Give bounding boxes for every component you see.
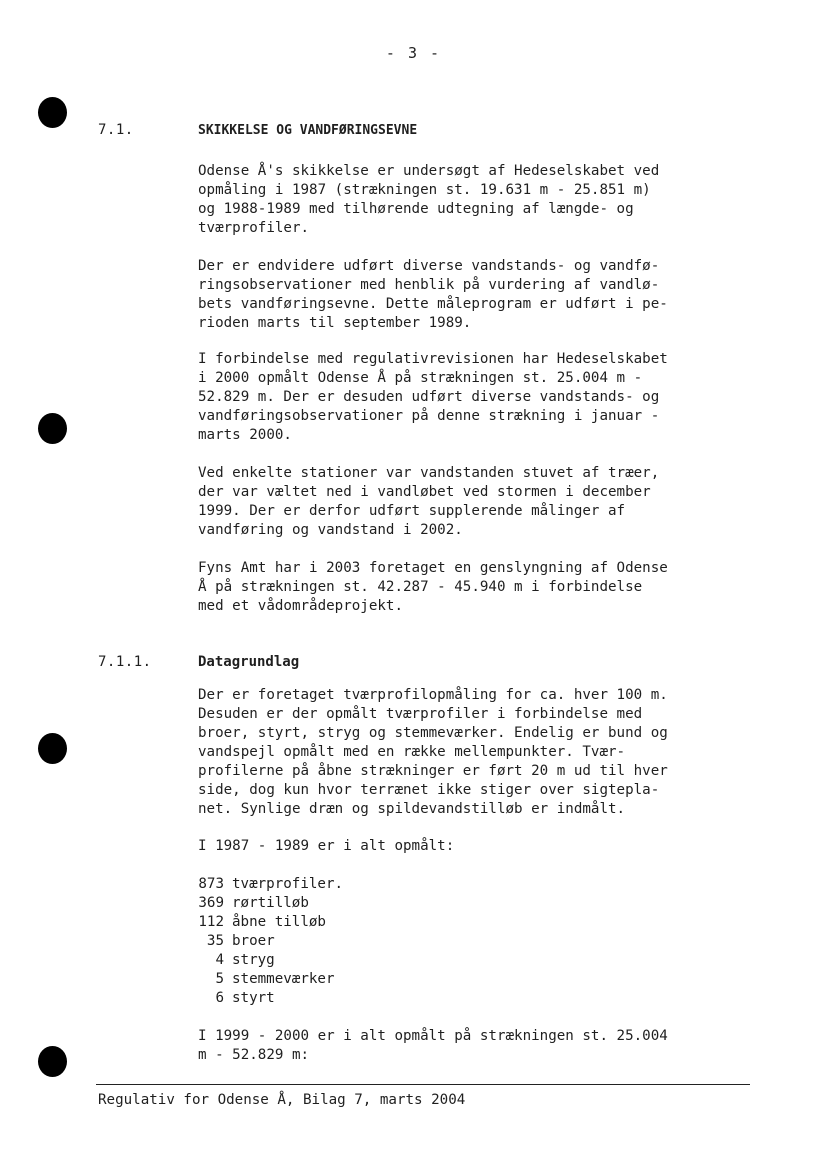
paragraph bbox=[198, 1027, 758, 1065]
text-line: rioden marts til september 1989. bbox=[198, 315, 472, 331]
text-line: med et vådområdeprojekt. bbox=[198, 598, 403, 614]
list-item bbox=[198, 913, 343, 932]
paragraph bbox=[198, 257, 758, 333]
punch-hole bbox=[38, 97, 67, 128]
survey-list bbox=[198, 875, 343, 1008]
text-line: vandspejl opmålt med en række mellempunkter. Tvær- bbox=[198, 744, 626, 760]
item-label: stemmeværker bbox=[232, 971, 335, 987]
paragraph bbox=[198, 350, 758, 445]
item-label: åbne tilløb bbox=[232, 914, 326, 930]
paragraph bbox=[198, 559, 758, 616]
list-item bbox=[198, 989, 343, 1008]
page-number: - 3 - bbox=[385, 44, 442, 62]
section-number: 7.1. bbox=[98, 122, 134, 138]
item-label: stryg bbox=[232, 952, 275, 968]
text-line: profilerne på åbne strækninger er ført 20 m ud til hver bbox=[198, 763, 668, 779]
text-line: vandføringsobservationer på denne strækning i januar - bbox=[198, 408, 660, 424]
item-count: 369 bbox=[198, 895, 224, 911]
list-item bbox=[198, 970, 343, 989]
paragraph bbox=[198, 464, 758, 540]
text-line: m - 52.829 m: bbox=[198, 1047, 310, 1063]
item-label: styrt bbox=[232, 990, 275, 1006]
item-label: rørtilløb bbox=[232, 895, 309, 911]
list-item bbox=[198, 932, 343, 951]
list-item bbox=[198, 894, 343, 913]
text-line: 1999. Der er derfor udført supplerende målinger af bbox=[198, 503, 626, 519]
text-line: og 1988-1989 med tilhørende udtegning af længde- og bbox=[198, 201, 634, 217]
punch-hole bbox=[38, 733, 67, 764]
text-line: Ved enkelte stationer var vandstanden stuvet af træer, bbox=[198, 465, 660, 481]
text-line: Der er foretaget tværprofilopmåling for ca. hver 100 m. bbox=[198, 687, 668, 703]
section-title: Datagrundlag bbox=[198, 654, 300, 670]
text-line: vandføring og vandstand i 2002. bbox=[198, 522, 463, 538]
footer-rule bbox=[96, 1084, 750, 1085]
item-count: 873 bbox=[198, 876, 224, 892]
list-item bbox=[198, 951, 343, 970]
item-count: 35 bbox=[206, 933, 224, 949]
section-title: SKIKKELSE OG VANDFØRINGSEVNE bbox=[198, 123, 418, 138]
text-line: I forbindelse med regulativrevisionen har Hedeselskabet bbox=[198, 351, 668, 367]
text-line: Der er endvidere udført diverse vandstands- og vandfø- bbox=[198, 258, 660, 274]
item-count: 5 bbox=[215, 971, 224, 987]
text-line: I 1999 - 2000 er i alt opmålt på strækningen st. 25.004 bbox=[198, 1028, 668, 1044]
text-line: 52.829 m. Der er desuden udført diverse vandstands- og bbox=[198, 389, 660, 405]
text-line: net. Synlige dræn og spildevandstilløb er indmålt. bbox=[198, 801, 626, 817]
item-label: tværprofiler. bbox=[232, 876, 344, 892]
punch-hole bbox=[38, 413, 67, 444]
item-count: 112 bbox=[198, 914, 224, 930]
text-line: I 1987 - 1989 er i alt opmålt: bbox=[198, 838, 455, 854]
text-line: opmåling i 1987 (strækningen st. 19.631 m - 25.851 m) bbox=[198, 182, 651, 198]
text-line: i 2000 opmålt Odense Å på strækningen st. 25.004 m - bbox=[198, 370, 643, 386]
text-line: marts 2000. bbox=[198, 427, 292, 443]
punch-hole bbox=[38, 1046, 67, 1077]
paragraph bbox=[198, 162, 758, 238]
section-number: 7.1.1. bbox=[98, 654, 152, 670]
text-line: der var væltet ned i vandløbet ved stormen i december bbox=[198, 484, 651, 500]
text-line: Odense Å's skikkelse er undersøgt af Hedeselskabet ved bbox=[198, 163, 660, 179]
text-line: tværprofiler. bbox=[198, 220, 310, 236]
text-line: ringsobservationer med henblik på vurdering af vandlø- bbox=[198, 277, 660, 293]
item-label: broer bbox=[232, 933, 275, 949]
item-count: 4 bbox=[215, 952, 224, 968]
text-line: Fyns Amt har i 2003 foretaget en genslyngning af Odense bbox=[198, 560, 668, 576]
footer-text: Regulativ for Odense Å, Bilag 7, marts 2004 bbox=[98, 1092, 466, 1108]
item-count: 6 bbox=[215, 990, 224, 1006]
text-line: Å på strækningen st. 42.287 - 45.940 m i forbindelse bbox=[198, 579, 643, 595]
list-item bbox=[198, 875, 343, 894]
paragraph bbox=[198, 686, 758, 819]
text-line: bets vandføringsevne. Dette måleprogram er udført i pe- bbox=[198, 296, 668, 312]
text-line: broer, styrt, stryg og stemmeværker. Endelig er bund og bbox=[198, 725, 668, 741]
text-line: side, dog kun hvor terrænet ikke stiger over sigtepla- bbox=[198, 782, 660, 798]
text-line: Desuden er der opmålt tværprofiler i forbindelse med bbox=[198, 706, 643, 722]
paragraph bbox=[198, 837, 758, 856]
